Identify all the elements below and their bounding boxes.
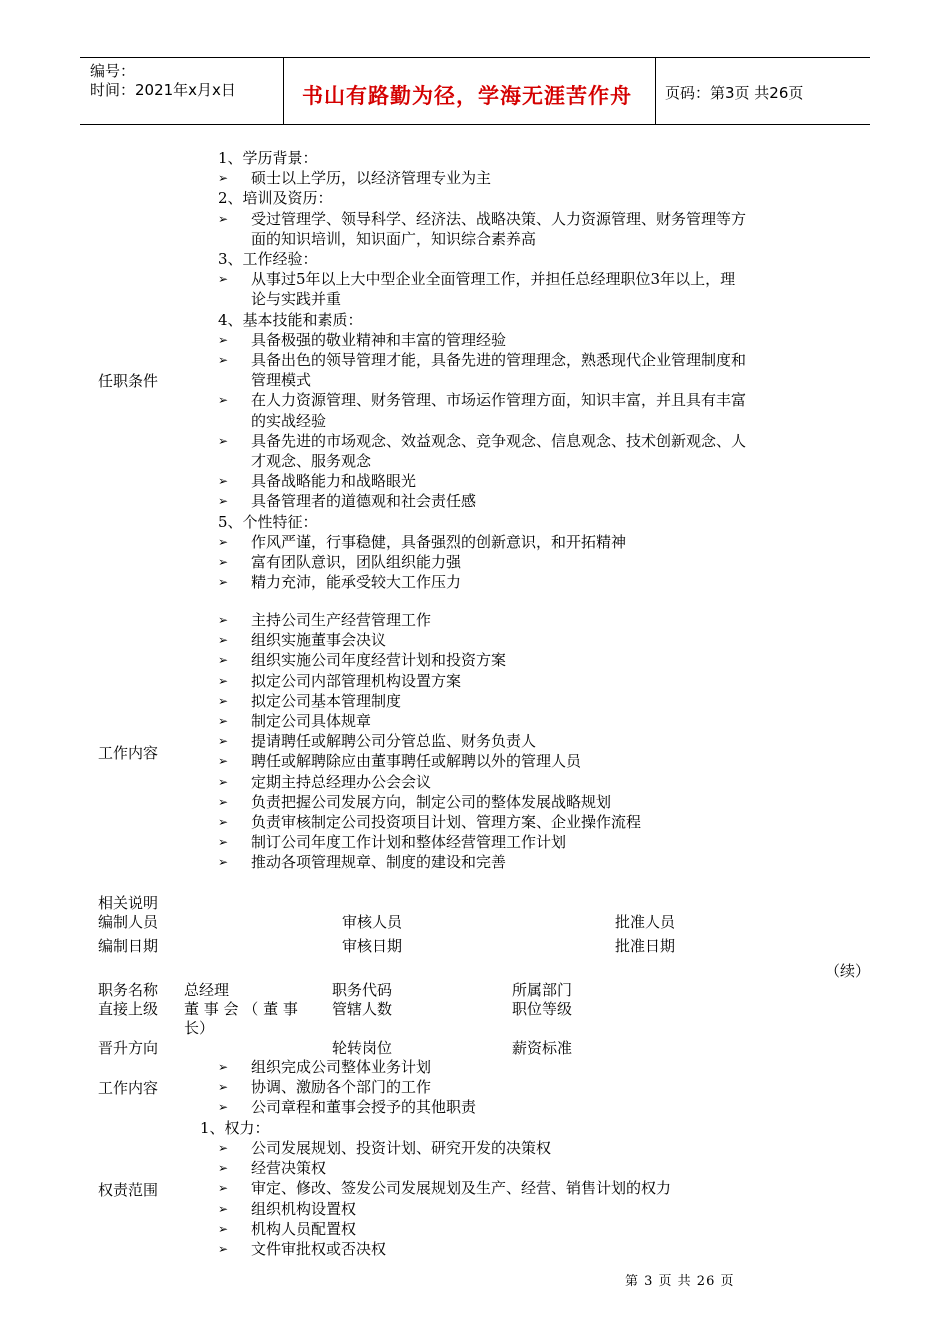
bullet-arrow-icon: ➢ — [218, 1080, 229, 1095]
section-title: 2、培训及资历： — [218, 189, 333, 208]
bullet-arrow-icon: ➢ — [218, 1201, 229, 1216]
qualifications-label: 任职条件 — [98, 372, 159, 390]
list-item-text: 硕士以上学历，以经济管理专业为主 — [251, 169, 492, 188]
list-item-text: 具备先进的市场观念、效益观念、竞争观念、信息观念、技术创新观念、人 — [251, 431, 747, 450]
bullet-arrow-icon: ➢ — [218, 474, 229, 489]
prepared-date-label: 编制日期 — [98, 937, 159, 955]
header-page-label: 页码：第3页 共26页 — [665, 84, 804, 102]
related-notes-label: 相关说明 — [98, 894, 159, 912]
list-item-text: 公司发展规划、投资计划、研究开发的决策权 — [251, 1139, 552, 1157]
list-item-text: 协调、激励各个部门的工作 — [251, 1078, 432, 1097]
header-bottom-rule — [80, 124, 870, 125]
bullet-arrow-icon: ➢ — [218, 1100, 229, 1115]
header-divider-right — [655, 57, 656, 124]
header-motto: 书山有路勤为径，学海无涯苦作舟 — [302, 84, 632, 108]
list-item-text: 经营决策权 — [251, 1159, 327, 1178]
list-item-text: 主持公司生产经营管理工作 — [251, 611, 432, 629]
list-item-text: 负责把握公司发展方向，制定公司的整体发展战略规划 — [251, 792, 612, 811]
department-label: 所属部门 — [512, 981, 573, 999]
list-item-text: 管理模式 — [251, 371, 312, 390]
bullet-arrow-icon: ➢ — [218, 534, 229, 549]
promotion-label: 晋升方向 — [98, 1039, 159, 1057]
bullet-arrow-icon: ➢ — [218, 633, 229, 648]
list-item-text: 推动各项管理规章、制度的建设和完善 — [251, 853, 507, 872]
work-content2-label: 工作内容 — [98, 1079, 159, 1097]
bullet-arrow-icon: ➢ — [218, 613, 229, 627]
bullet-arrow-icon: ➢ — [218, 433, 229, 448]
list-item-text: 定期主持总经理办公会会议 — [251, 772, 432, 791]
list-item-text: 从事过5年以上大中型企业全面管理工作，并担任总经理职位3年以上，理 — [251, 270, 736, 289]
bullet-arrow-icon: ➢ — [218, 555, 229, 569]
header-divider-left — [283, 57, 284, 124]
list-item-text: 组织完成公司整体业务计划 — [251, 1058, 432, 1076]
bullet-arrow-icon: ➢ — [218, 653, 229, 668]
bullet-arrow-icon: ➢ — [218, 835, 229, 850]
bullet-arrow-icon: ➢ — [218, 774, 229, 789]
header-time-label: 时间：2021年x月x日 — [90, 81, 236, 99]
list-item-text: 机构人员配置权 — [251, 1219, 357, 1238]
section-title: 4、基本技能和素质： — [218, 310, 363, 329]
bullet-arrow-icon: ➢ — [218, 815, 229, 829]
superior-value-cont: 长） — [184, 1019, 215, 1037]
continued-mark: （续） — [825, 962, 871, 980]
bullet-arrow-icon: ➢ — [218, 734, 229, 749]
subordinates-label: 管辖人数 — [332, 1000, 393, 1018]
list-item-text: 的实战经验 — [251, 411, 327, 430]
bullet-arrow-icon: ➢ — [218, 494, 229, 509]
reviewed-date-label: 审核日期 — [342, 937, 403, 955]
bullet-arrow-icon: ➢ — [218, 794, 229, 809]
list-item-text: 制订公司年度工作计划和整体经营管理工作计划 — [251, 833, 567, 852]
list-item-text: 组织实施董事会决议 — [251, 631, 387, 650]
bullet-arrow-icon: ➢ — [218, 855, 229, 870]
authority-title: 1、权力： — [200, 1119, 270, 1137]
bullet-arrow-icon: ➢ — [218, 714, 229, 728]
bullet-arrow-icon: ➢ — [218, 332, 229, 347]
salary-label: 薪资标准 — [512, 1039, 573, 1057]
prepared-by-label: 编制人员 — [98, 913, 159, 931]
superior-value: 董 事 会 （ 董 事 — [184, 1000, 298, 1018]
header-number-label: 编号： — [90, 62, 136, 80]
section-title: 5、个性特征： — [218, 512, 318, 531]
bullet-arrow-icon: ➢ — [218, 393, 229, 408]
job-title-value: 总经理 — [184, 981, 230, 999]
list-item-text: 聘任或解聘除应由董事聘任或解聘以外的管理人员 — [251, 752, 582, 771]
bullet-arrow-icon: ➢ — [218, 693, 229, 708]
grade-label: 职位等级 — [512, 1000, 573, 1018]
list-item-text: 具备管理者的道德观和社会责任感 — [251, 492, 477, 511]
list-item-text: 具备战略能力和战略眼光 — [251, 472, 417, 491]
bullet-arrow-icon: ➢ — [218, 1242, 229, 1256]
bullet-arrow-icon: ➢ — [218, 673, 229, 688]
section-title: 1、学历背景： — [218, 149, 318, 167]
approved-by-label: 批准人员 — [615, 913, 676, 931]
list-item-text: 作风严谨，行事稳健，具备强烈的创新意识，和开拓精神 — [251, 532, 627, 551]
header-top-rule — [80, 57, 870, 58]
work-content-label: 工作内容 — [98, 744, 159, 762]
rotation-label: 轮转岗位 — [332, 1039, 393, 1057]
list-item-text: 拟定公司内部管理机构设置方案 — [251, 671, 462, 690]
bullet-arrow-icon: ➢ — [218, 1141, 229, 1155]
list-item-text: 受过管理学、领导科学、经济法、战略决策、人力资源管理、财务管理等方 — [251, 209, 747, 228]
list-item-text: 才观念、服务观念 — [251, 452, 372, 470]
job-title-label: 职务名称 — [98, 981, 159, 999]
approved-date-label: 批准日期 — [615, 937, 676, 955]
reviewed-by-label: 审核人员 — [342, 913, 403, 931]
list-item-text: 文件审批权或否决权 — [251, 1240, 387, 1258]
bullet-arrow-icon: ➢ — [218, 1221, 229, 1236]
page-footer: 第 3 页 共 26 页 — [625, 1274, 735, 1289]
list-item-text: 审定、修改、签发公司发展规划及生产、经营、销售计划的权力 — [251, 1179, 672, 1198]
bullet-arrow-icon: ➢ — [218, 575, 229, 590]
job-code-label: 职务代码 — [332, 981, 393, 999]
list-item-text: 公司章程和董事会授予的其他职责 — [251, 1098, 477, 1117]
list-item-text: 精力充沛，能承受较大工作压力 — [251, 573, 462, 592]
list-item-text: 拟定公司基本管理制度 — [251, 691, 402, 710]
list-item-text: 制定公司具体规章 — [251, 712, 372, 730]
list-item-text: 面的知识培训，知识面广，知识综合素养高 — [251, 229, 537, 248]
bullet-arrow-icon: ➢ — [218, 1181, 229, 1196]
list-item-text: 负责审核制定公司投资项目计划、管理方案、企业操作流程 — [251, 813, 642, 831]
list-item-text: 提请聘任或解聘公司分管总监、财务负责人 — [251, 732, 537, 751]
bullet-arrow-icon: ➢ — [218, 1060, 229, 1074]
bullet-arrow-icon: ➢ — [218, 353, 229, 367]
list-item-text: 具备出色的领导管理才能，具备先进的管理理念，熟悉现代企业管理制度和 — [251, 351, 747, 369]
bullet-arrow-icon: ➢ — [218, 171, 229, 186]
superior-label: 直接上级 — [98, 1000, 159, 1018]
bullet-arrow-icon: ➢ — [218, 272, 229, 287]
bullet-arrow-icon: ➢ — [218, 211, 229, 226]
bullet-arrow-icon: ➢ — [218, 1161, 229, 1176]
section-title: 3、工作经验： — [218, 250, 318, 268]
list-item-text: 组织机构设置权 — [251, 1199, 357, 1218]
list-item-text: 具备极强的敬业精神和丰富的管理经验 — [251, 330, 507, 349]
list-item-text: 组织实施公司年度经营计划和投资方案 — [251, 651, 507, 670]
bullet-arrow-icon: ➢ — [218, 754, 229, 769]
list-item-text: 论与实践并重 — [251, 290, 342, 309]
authority-label: 权责范围 — [98, 1181, 159, 1199]
list-item-text: 富有团队意识，团队组织能力强 — [251, 553, 462, 571]
list-item-text: 在人力资源管理、财务管理、市场运作管理方面，知识丰富，并且具有丰富 — [251, 391, 747, 410]
